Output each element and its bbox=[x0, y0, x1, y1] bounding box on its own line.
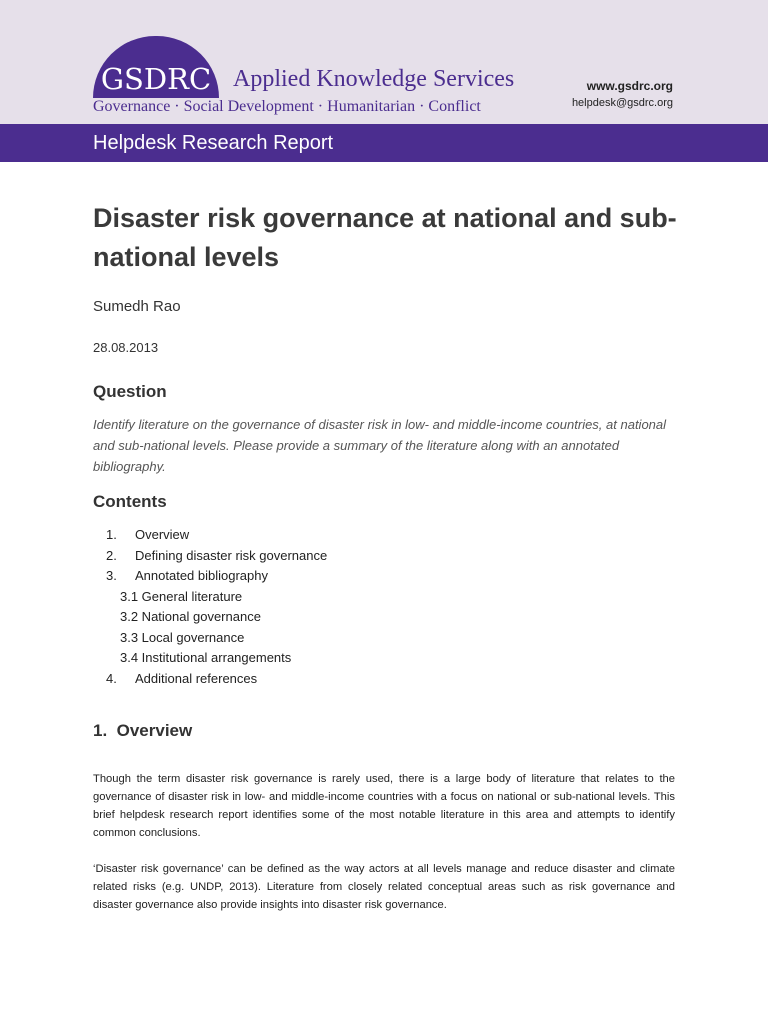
toc-item-label: Overview bbox=[135, 527, 190, 542]
toc-item-label: Defining disaster risk governance bbox=[135, 547, 328, 563]
publication-date: 28.08.2013 bbox=[93, 340, 159, 355]
toc-item-label: Annotated bibliography bbox=[135, 568, 268, 583]
overview-paragraph-2: ‘Disaster risk governance’ can be defined as the way actors at all levels manage and reduce disaster and climate related risks (e.g. UNDP, 2013). Literature from closely related conceptual areas such as risk governance and disaster governance also provide insights into disaster risk governance. bbox=[93, 863, 675, 911]
toc-item-institutional-arrangements[interactable] bbox=[93, 648, 593, 669]
email-link[interactable]: helpdesk@gsdrc.org bbox=[571, 97, 673, 109]
toc-item-label: 3.4 Institutional arrangements bbox=[120, 650, 292, 665]
toc-item-defining[interactable] bbox=[93, 546, 593, 567]
toc-item-overview[interactable] bbox=[93, 525, 593, 546]
toc-item-label: 3.1 General literature bbox=[120, 588, 243, 604]
toc-item-number: 3. bbox=[106, 568, 117, 583]
website-link[interactable]: www.gsdrc.org bbox=[586, 79, 673, 93]
question-text: Identify literature on the governance of disaster risk in low- and middle-income countries, at national and sub-national levels. Please provide a summary of the literature along with an annotated bibliography. bbox=[93, 417, 667, 474]
page-title: Disaster risk governance at national and sub-national levels bbox=[93, 203, 677, 272]
question-heading: Question bbox=[93, 382, 167, 401]
toc-item-label: 3.3 Local governance bbox=[120, 629, 245, 645]
contents-heading: Contents bbox=[93, 492, 167, 511]
service-title: Applied Knowledge Services bbox=[233, 66, 515, 92]
overview-paragraph-1: Though the term disaster risk governance is rarely used, there is a large body of literature that relates to the governance of disaster risk in low- and middle-income countries with a focus on national or sub-national levels. This brief helpdesk research report identifies some of the most notable literature in this area and attempts to identify common conclusions. bbox=[93, 773, 675, 839]
author-name: Sumedh Rao bbox=[93, 298, 181, 315]
toc-item-national-governance[interactable] bbox=[93, 607, 593, 628]
report-type-bar bbox=[0, 124, 768, 162]
toc-item-additional-references[interactable] bbox=[93, 669, 593, 690]
service-tagline: Governance · Social Development · Humanitarian · Conflict bbox=[93, 98, 481, 115]
logo-text: GSDRC bbox=[100, 62, 212, 96]
toc-item-general-literature[interactable] bbox=[93, 587, 593, 608]
toc-item-number: 1. bbox=[106, 527, 117, 542]
toc-item-label: Additional references bbox=[135, 670, 258, 686]
overview-heading: 1. Overview bbox=[93, 721, 193, 740]
table-of-contents bbox=[93, 525, 593, 689]
toc-item-label: 3.2 National governance bbox=[120, 609, 261, 624]
toc-item-number: 4. bbox=[106, 670, 117, 686]
toc-item-annotated-bibliography[interactable] bbox=[93, 566, 593, 587]
report-type-label: Helpdesk Research Report bbox=[93, 132, 334, 154]
toc-item-local-governance[interactable] bbox=[93, 628, 593, 649]
toc-item-number: 2. bbox=[106, 547, 117, 563]
